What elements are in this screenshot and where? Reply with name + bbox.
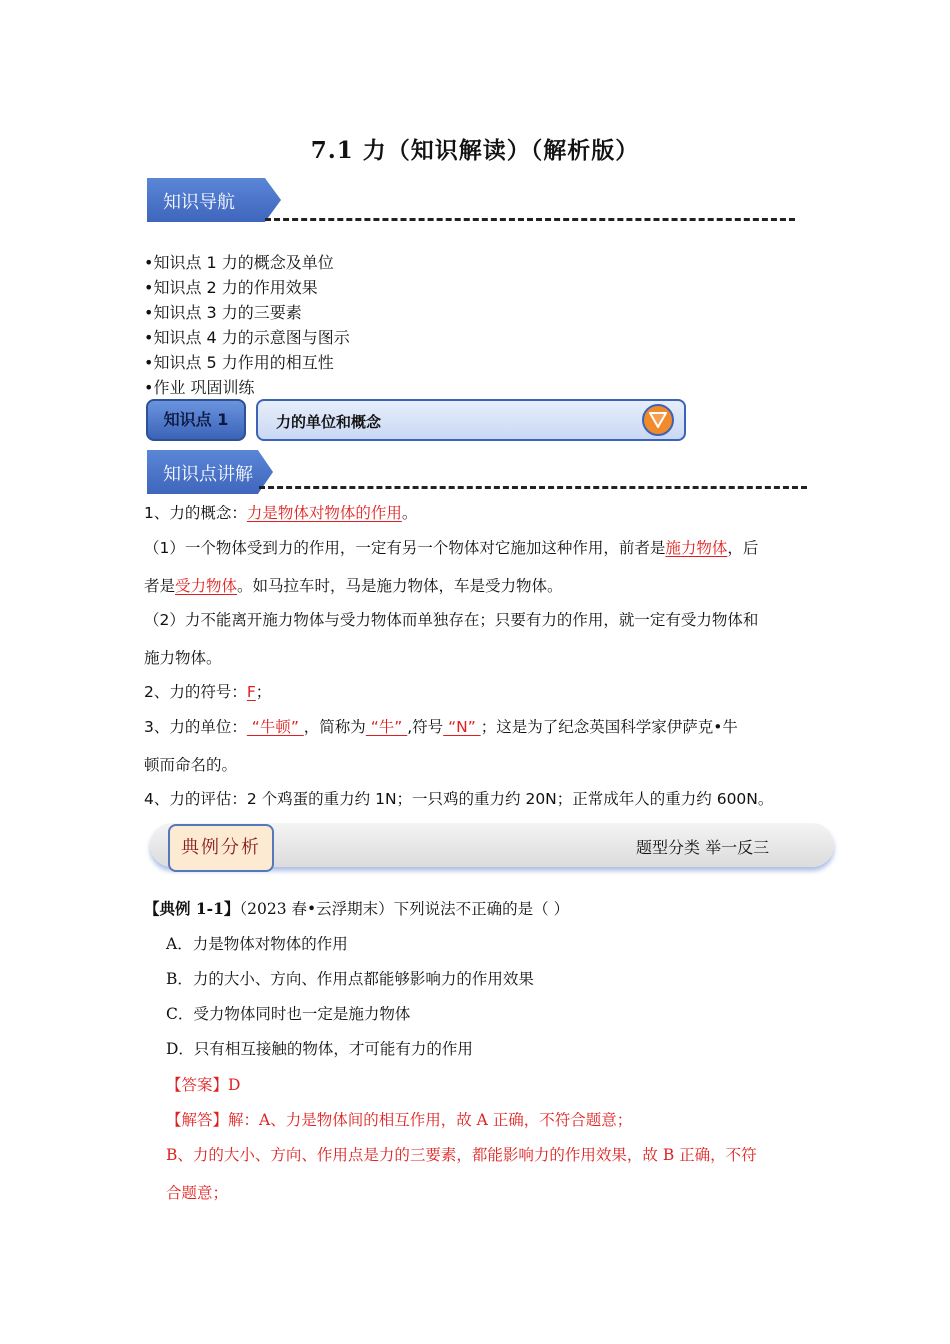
- answer-blank: “牛”: [365, 718, 408, 736]
- toc-item[interactable]: •知识点 3 力的三要素: [144, 303, 302, 322]
- paragraph-line: 顿而命名的。: [144, 756, 238, 774]
- answer-blank: F: [246, 683, 256, 701]
- symbol-line: 2、力的符号：F；: [144, 683, 272, 701]
- option-c: C．受力物体同时也一定是施力物体: [166, 1005, 411, 1023]
- page-title: 7.1 力（知识解读）（解析版）: [310, 137, 640, 164]
- knowledge-point-title: 力的单位和概念: [276, 413, 382, 431]
- toc-item[interactable]: •作业 巩固训练: [144, 378, 255, 397]
- estimate-line: 4、力的评估：2 个鸡蛋的重力约 1N；一只鸡的重力约 20N；正常成年人的重力约 600N。: [144, 790, 774, 808]
- knowledge-point-badge: 知识点 1: [146, 399, 246, 441]
- example-banner-badge: 典例分析: [168, 824, 274, 872]
- concept-line: 1、力的概念：力是物体对物体的作用。: [144, 504, 418, 522]
- answer-blank: “牛顿”: [246, 718, 304, 736]
- option-d: D．只有相互接触的物体，才可能有力的作用: [166, 1040, 473, 1058]
- dropdown-triangle-icon[interactable]: [642, 404, 674, 436]
- paragraph-line: 者是受力物体。如马拉车时，马是施力物体，车是受力物体。: [144, 577, 563, 595]
- toc-item[interactable]: •知识点 2 力的作用效果: [144, 278, 318, 297]
- option-a: A．力是物体对物体的作用: [166, 935, 348, 953]
- explanation-line: 合题意；: [166, 1184, 229, 1202]
- option-b: B．力的大小、方向、作用点都能够影响力的作用效果: [166, 970, 534, 988]
- unit-line: 3、力的单位： “牛顿” ，简称为 “牛” ,符号 “N” ；这是为了纪念英国科学家伊萨克•牛: [144, 718, 738, 736]
- explanation-line: 【解答】解：A、力是物体间的相互作用，故 A 正确，不符合题意；: [166, 1111, 633, 1129]
- knowledge-point-bar[interactable]: [256, 399, 686, 441]
- example-question: 【典例 1-1】（2023 春•云浮期末）下列说法不正确的是（ ）: [144, 899, 570, 918]
- answer-blank: 施力物体: [665, 539, 728, 557]
- paragraph-line: （1）一个物体受到力的作用，一定有另一个物体对它施加这种作用，前者是施力物体，后: [144, 539, 759, 557]
- toc-item[interactable]: •知识点 5 力作用的相互性: [144, 353, 334, 372]
- nav-banner-label: 知识导航: [163, 192, 235, 213]
- answer-blank: “N”: [443, 718, 481, 736]
- dashed-divider: [259, 486, 807, 489]
- lecture-banner: [147, 450, 807, 496]
- answer-blank: 力是物体对物体的作用: [246, 504, 402, 522]
- paragraph-line: （2）力不能离开施力物体与受力物体而单独存在；只要有力的作用，就一定有受力物体和: [144, 611, 759, 629]
- paragraph-line: 施力物体。: [144, 649, 222, 667]
- example-banner-subtitle: 题型分类 举一反三: [636, 838, 770, 857]
- toc-item[interactable]: •知识点 1 力的概念及单位: [144, 253, 334, 272]
- explanation-line: B、力的大小、方向、作用点是力的三要素，都能影响力的作用效果，故 B 正确，不符: [166, 1146, 757, 1164]
- answer-line: 【答案】D: [166, 1076, 241, 1094]
- dashed-divider: [265, 218, 795, 221]
- answer-blank: 受力物体: [175, 577, 238, 595]
- toc-item[interactable]: •知识点 4 力的示意图与图示: [144, 328, 350, 347]
- lecture-banner-label: 知识点讲解: [163, 464, 253, 485]
- toc-list: [144, 250, 350, 400]
- nav-banner: [147, 178, 807, 224]
